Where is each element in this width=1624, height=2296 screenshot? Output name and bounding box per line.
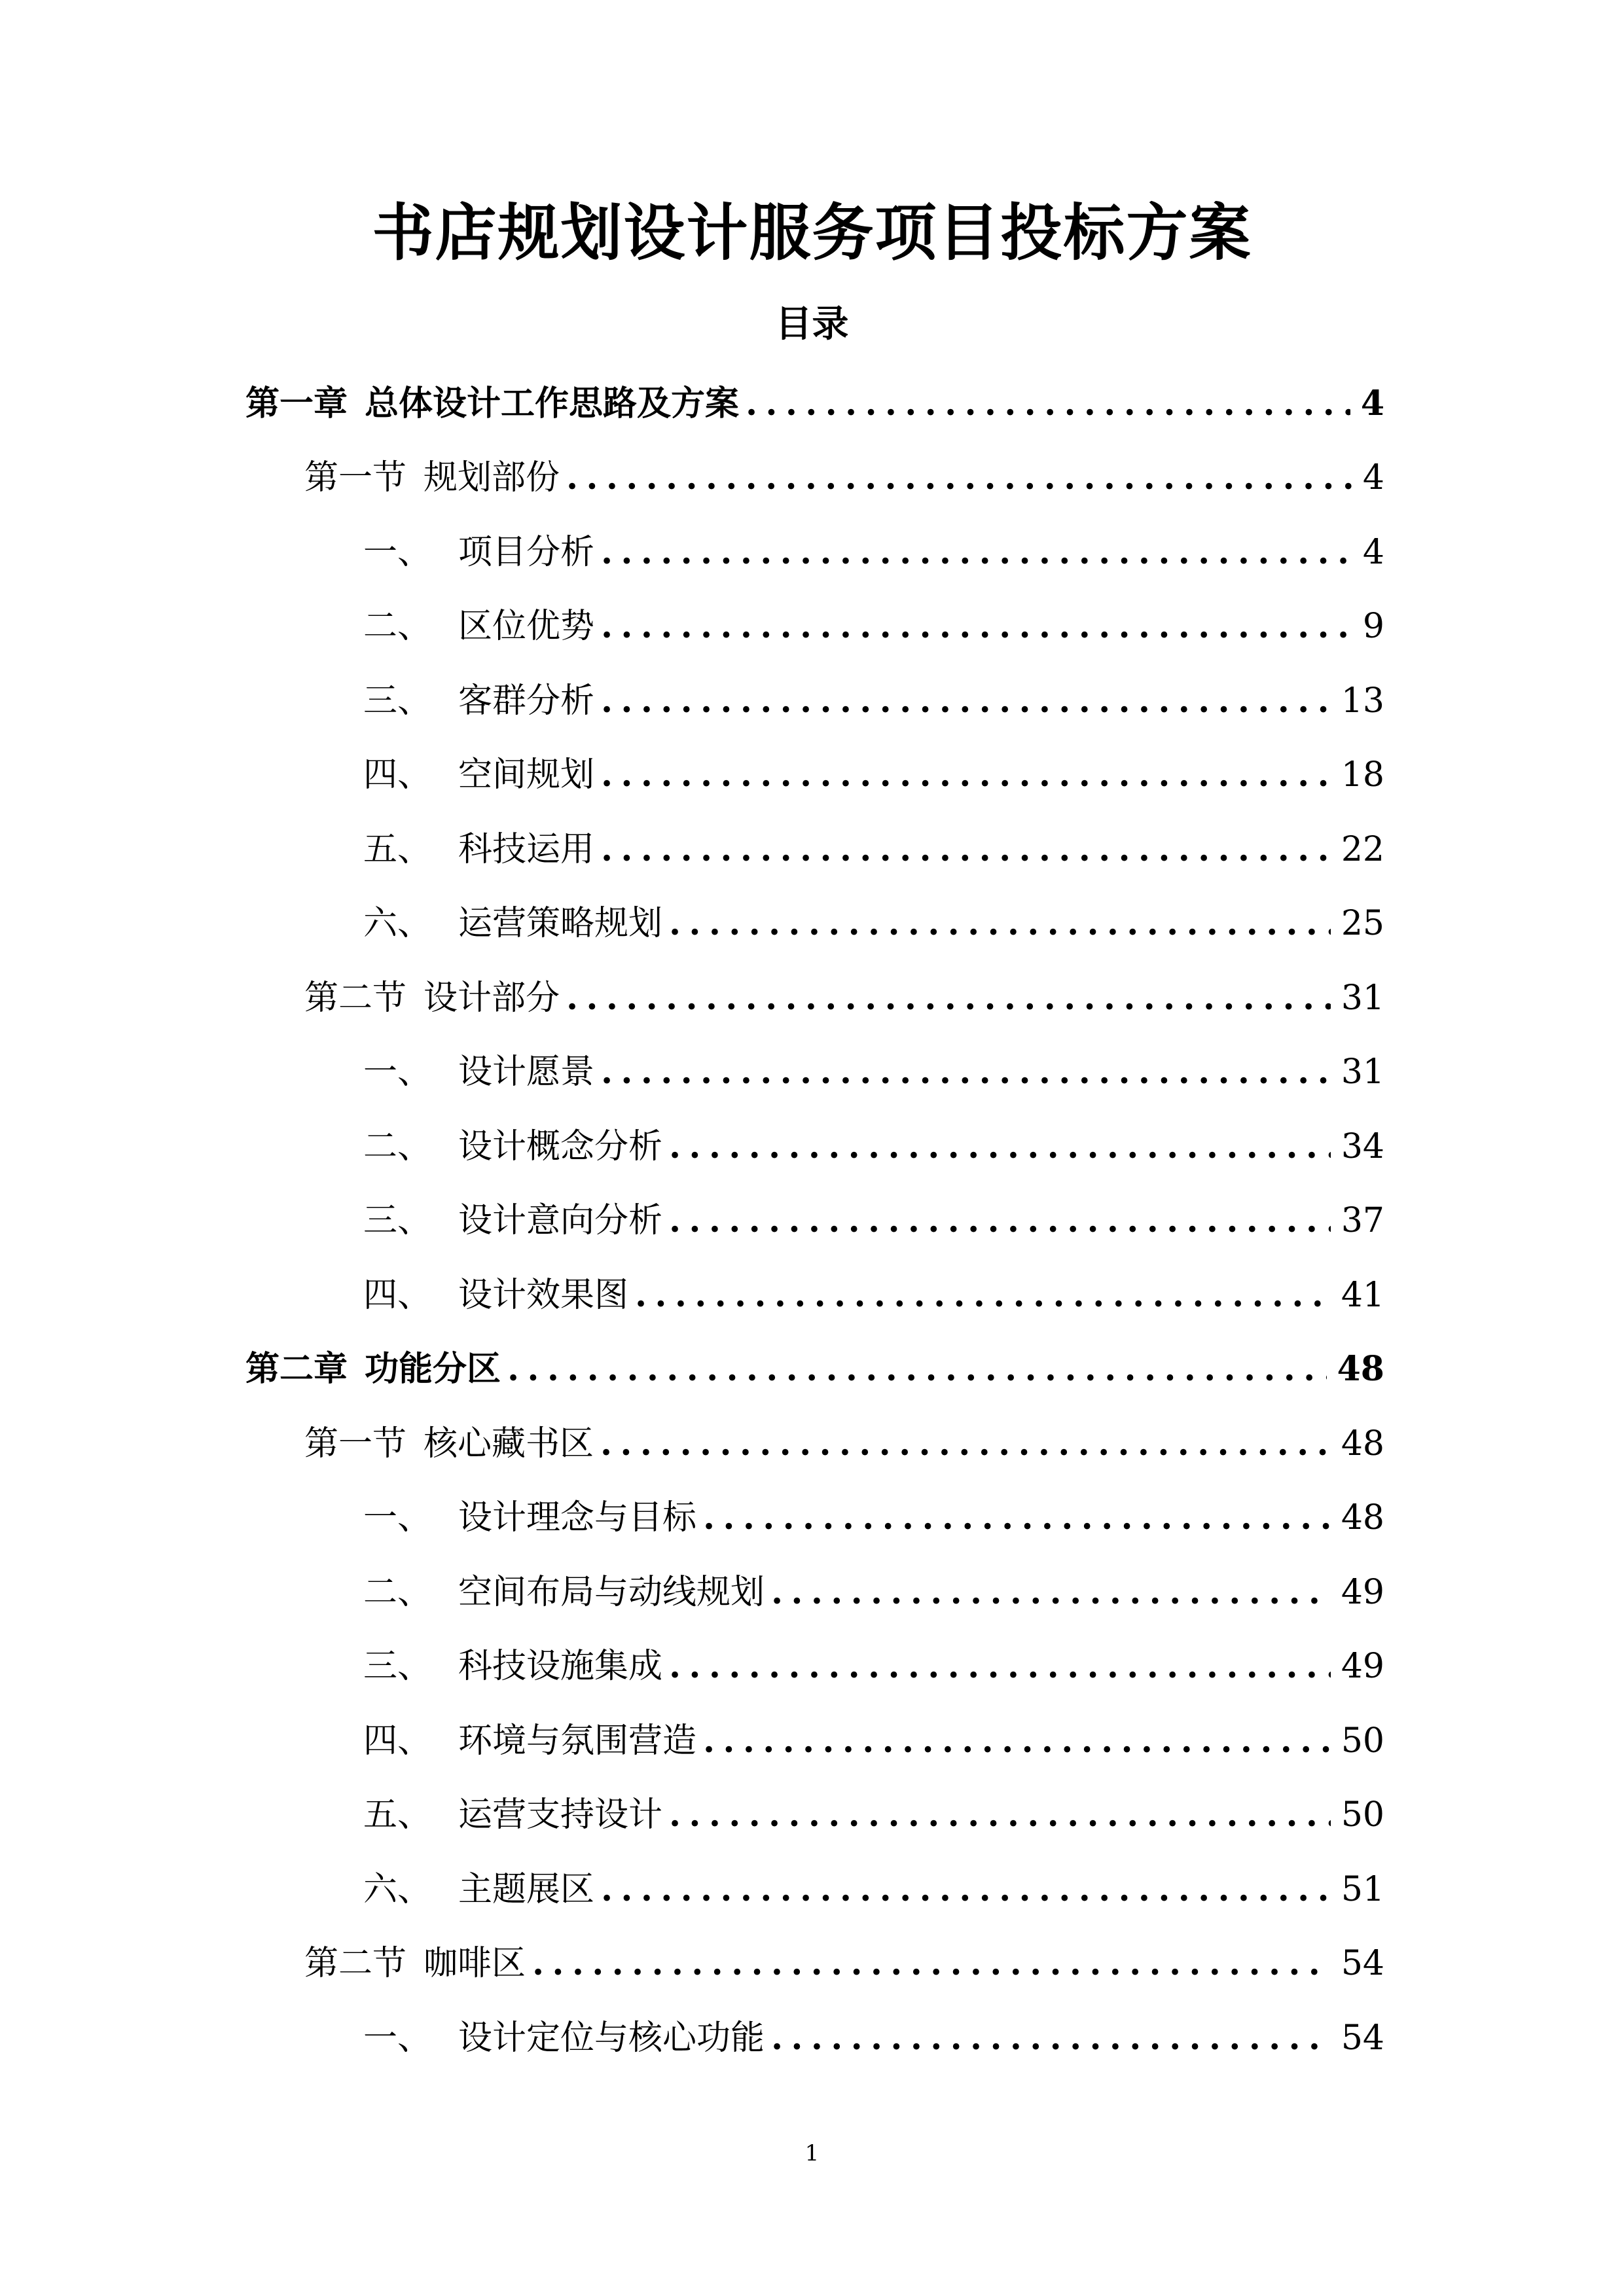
toc-entry-title: 运营策略规划 bbox=[458, 904, 663, 944]
toc-entry-title: 功能分区 bbox=[365, 1349, 501, 1390]
toc-entry-number: 第一章 bbox=[245, 383, 348, 423]
dot-leader bbox=[771, 1575, 1331, 1609]
toc-entry-page: 48 bbox=[1341, 1424, 1384, 1463]
toc-entry-title: 项目分析 bbox=[458, 532, 595, 572]
toc-entry-page: 25 bbox=[1341, 904, 1384, 944]
toc-entry-title: 总体设计工作思路及方案 bbox=[365, 383, 740, 423]
toc-entry-page: 48 bbox=[1337, 1349, 1384, 1390]
toc-entry-page: 54 bbox=[1341, 1944, 1384, 1984]
toc-entry-number: 第二节 bbox=[304, 1944, 407, 1984]
toc-entry-number: 第二节 bbox=[304, 978, 407, 1018]
toc-entry-title: 设计效果图 bbox=[458, 1275, 629, 1315]
dot-leader bbox=[600, 1427, 1331, 1461]
toc-entry-label bbox=[304, 1944, 526, 1984]
toc-entry-number: 一、 bbox=[363, 1052, 432, 1092]
toc-entry-page: 49 bbox=[1341, 1647, 1384, 1687]
toc-entry-number: 一、 bbox=[363, 2018, 432, 2058]
toc-entry-label bbox=[245, 1349, 501, 1390]
toc-entry-level-3[interactable] bbox=[245, 1852, 1384, 1927]
toc-entry-number: 二、 bbox=[363, 1126, 432, 1166]
toc-entry-level-1[interactable] bbox=[245, 1333, 1384, 1407]
toc-entry-number: 四、 bbox=[363, 1275, 432, 1315]
toc-entry-number: 一、 bbox=[363, 532, 432, 572]
toc-entry-title: 设计定位与核心功能 bbox=[458, 2018, 765, 2058]
toc-entry-level-1[interactable] bbox=[245, 367, 1384, 441]
toc-entry-label bbox=[363, 1795, 663, 1835]
toc-entry-level-3[interactable] bbox=[245, 1109, 1384, 1184]
toc-entry-label bbox=[363, 904, 663, 944]
dot-leader bbox=[669, 1130, 1331, 1164]
toc-entry-number: 一、 bbox=[363, 1498, 432, 1538]
toc-entry-label bbox=[245, 383, 740, 423]
toc-entry-page: 9 bbox=[1362, 607, 1384, 647]
toc-entry-number: 六、 bbox=[363, 1869, 432, 1909]
toc-entry-label bbox=[363, 829, 595, 869]
dot-leader bbox=[601, 1873, 1331, 1907]
toc-entry-level-3[interactable] bbox=[245, 515, 1384, 590]
toc-entry-page: 4 bbox=[1362, 458, 1384, 498]
toc-entry-number: 五、 bbox=[363, 1795, 432, 1835]
toc-entry-page: 50 bbox=[1341, 1795, 1384, 1835]
toc-entry-label bbox=[363, 1721, 697, 1761]
toc-entry-label bbox=[304, 458, 560, 498]
table-of-contents bbox=[245, 367, 1384, 2075]
toc-entry-level-3[interactable] bbox=[245, 1258, 1384, 1333]
toc-entry-label bbox=[363, 607, 595, 647]
toc-entry-page: 18 bbox=[1341, 755, 1384, 795]
document-title: 书店规划设计服务项目投标方案 bbox=[372, 197, 1252, 269]
dot-leader bbox=[566, 981, 1331, 1015]
toc-entry-page: 22 bbox=[1341, 829, 1384, 869]
toc-entry-level-3[interactable] bbox=[245, 590, 1384, 664]
toc-entry-page: 4 bbox=[1360, 383, 1384, 423]
toc-entry-page: 4 bbox=[1362, 532, 1384, 572]
toc-entry-number: 二、 bbox=[363, 1572, 432, 1612]
dot-leader bbox=[601, 1055, 1331, 1089]
toc-entry-level-3[interactable] bbox=[245, 1035, 1384, 1110]
toc-entry-title: 设计概念分析 bbox=[458, 1126, 663, 1166]
toc-entry-number: 第一节 bbox=[304, 458, 407, 498]
toc-entry-title: 设计意向分析 bbox=[458, 1201, 663, 1241]
toc-entry-level-3[interactable] bbox=[245, 1184, 1384, 1259]
toc-entry-level-3[interactable] bbox=[245, 664, 1384, 738]
dot-leader bbox=[669, 1204, 1331, 1238]
toc-entry-label bbox=[363, 1201, 663, 1241]
toc-entry-title: 设计部分 bbox=[424, 978, 560, 1018]
toc-entry-level-3[interactable] bbox=[245, 812, 1384, 887]
toc-entry-label bbox=[363, 532, 595, 572]
toc-entry-label bbox=[363, 681, 595, 721]
dot-leader bbox=[601, 684, 1331, 718]
toc-entry-number: 第二章 bbox=[245, 1349, 348, 1390]
dot-leader bbox=[746, 387, 1350, 421]
page-number: 1 bbox=[804, 2140, 820, 2166]
toc-entry-level-2[interactable] bbox=[245, 441, 1384, 516]
toc-entry-page: 41 bbox=[1341, 1275, 1384, 1315]
toc-entry-label bbox=[363, 755, 595, 795]
toc-entry-title: 空间布局与动线规划 bbox=[458, 1572, 765, 1612]
toc-entry-label bbox=[363, 1869, 595, 1909]
dot-leader bbox=[532, 1946, 1331, 1981]
toc-entry-label bbox=[363, 1572, 765, 1612]
toc-entry-label bbox=[363, 1052, 595, 1092]
toc-entry-number: 三、 bbox=[363, 1201, 432, 1241]
toc-entry-page: 34 bbox=[1341, 1126, 1384, 1166]
toc-entry-level-2[interactable] bbox=[245, 1407, 1384, 1481]
toc-entry-level-3[interactable] bbox=[245, 738, 1384, 813]
toc-entry-label bbox=[304, 978, 560, 1018]
toc-entry-label bbox=[363, 1498, 697, 1538]
dot-leader bbox=[507, 1352, 1327, 1386]
toc-entry-page: 31 bbox=[1341, 978, 1384, 1018]
toc-entry-number: 第一节 bbox=[304, 1424, 407, 1463]
toc-entry-number: 二、 bbox=[363, 607, 432, 647]
toc-entry-title: 环境与氛围营造 bbox=[458, 1721, 697, 1761]
dot-leader bbox=[601, 609, 1352, 643]
toc-entry-page: 50 bbox=[1341, 1721, 1384, 1761]
dot-leader bbox=[703, 1501, 1331, 1535]
dot-leader bbox=[703, 1724, 1331, 1758]
toc-entry-label bbox=[363, 1647, 663, 1687]
toc-entry-level-2[interactable] bbox=[245, 1927, 1384, 2001]
dot-leader bbox=[669, 1798, 1331, 1832]
toc-entry-level-2[interactable] bbox=[245, 961, 1384, 1035]
dot-leader bbox=[601, 758, 1331, 792]
toc-entry-number: 四、 bbox=[363, 755, 432, 795]
dot-leader bbox=[601, 535, 1352, 569]
toc-entry-page: 31 bbox=[1341, 1052, 1384, 1092]
toc-entry-title: 设计理念与目标 bbox=[458, 1498, 697, 1538]
toc-entry-page: 48 bbox=[1341, 1498, 1384, 1538]
toc-entry-level-3[interactable] bbox=[245, 887, 1384, 961]
toc-entry-level-3[interactable] bbox=[245, 1704, 1384, 1778]
toc-entry-page: 37 bbox=[1341, 1201, 1384, 1241]
dot-leader bbox=[566, 461, 1352, 495]
toc-entry-title: 空间规划 bbox=[458, 755, 595, 795]
toc-entry-level-3[interactable] bbox=[245, 2001, 1384, 2075]
toc-heading: 目录 bbox=[775, 302, 849, 346]
toc-entry-page: 49 bbox=[1341, 1572, 1384, 1612]
toc-entry-title: 区位优势 bbox=[458, 607, 595, 647]
toc-entry-label bbox=[363, 2018, 765, 2058]
toc-entry-title: 设计愿景 bbox=[458, 1052, 595, 1092]
dot-leader bbox=[601, 833, 1331, 867]
toc-entry-page: 13 bbox=[1341, 681, 1384, 721]
toc-entry-label bbox=[363, 1126, 663, 1166]
toc-entry-title: 主题展区 bbox=[458, 1869, 595, 1909]
toc-entry-page: 51 bbox=[1341, 1869, 1384, 1909]
dot-leader bbox=[771, 2021, 1331, 2055]
toc-entry-title: 运营支持设计 bbox=[458, 1795, 663, 1835]
toc-entry-number: 四、 bbox=[363, 1721, 432, 1761]
toc-entry-label bbox=[304, 1424, 594, 1463]
toc-entry-label bbox=[363, 1275, 629, 1315]
toc-entry-title: 核心藏书区 bbox=[424, 1424, 594, 1463]
toc-entry-title: 科技运用 bbox=[458, 829, 595, 869]
toc-entry-level-3[interactable] bbox=[245, 1630, 1384, 1704]
toc-entry-number: 三、 bbox=[363, 1647, 432, 1687]
toc-entry-number: 三、 bbox=[363, 681, 432, 721]
toc-entry-title: 规划部份 bbox=[424, 458, 560, 498]
dot-leader bbox=[669, 1649, 1331, 1683]
toc-entry-title: 科技设施集成 bbox=[458, 1647, 663, 1687]
dot-leader bbox=[635, 1278, 1331, 1312]
toc-entry-number: 六、 bbox=[363, 904, 432, 944]
toc-entry-page: 54 bbox=[1341, 2018, 1384, 2058]
toc-entry-level-3[interactable] bbox=[245, 1778, 1384, 1853]
toc-entry-level-3[interactable] bbox=[245, 1481, 1384, 1556]
toc-entry-number: 五、 bbox=[363, 829, 432, 869]
toc-entry-title: 咖啡区 bbox=[424, 1944, 526, 1984]
toc-entry-title: 客群分析 bbox=[458, 681, 595, 721]
toc-entry-level-3[interactable] bbox=[245, 1555, 1384, 1630]
dot-leader bbox=[669, 906, 1331, 941]
